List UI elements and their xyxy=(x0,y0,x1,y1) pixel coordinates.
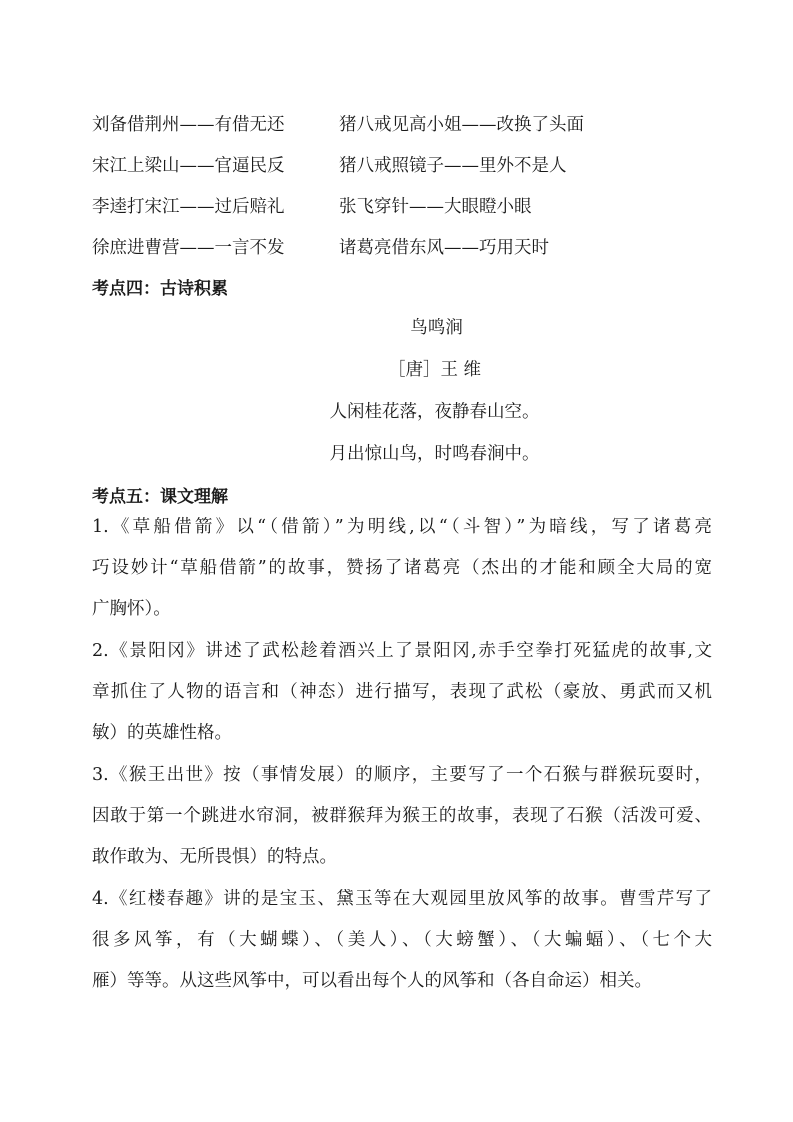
idiom-row xyxy=(92,226,652,267)
paragraph-line: 2.《景阳冈》讲述了武松趁着酒兴上了景阳冈,赤手空拳打死猛虎的故事,文 xyxy=(92,641,712,661)
paragraph-line: 广胸怀）。 xyxy=(92,599,171,619)
paragraph-line: 敏）的英雄性格。 xyxy=(92,723,232,743)
paragraph-line: 雁）等等。从这些风筝中，可以看出每个人的风筝和（各自命运）相关。 xyxy=(92,971,652,991)
poem-author: ［唐］王 维 xyxy=(387,360,482,380)
idiom-row xyxy=(92,144,652,185)
idiom-left: 宋江上梁山——官逼民反 xyxy=(92,156,285,176)
idiom-left: 徐庶进曹营——一言不发 xyxy=(92,238,285,258)
idiom-right: 张飞穿针——大眼瞪小眼 xyxy=(339,197,532,217)
comprehension-item-4 xyxy=(92,879,712,1002)
idiom-left: 刘备借荆州——有借无还 xyxy=(92,115,285,135)
comprehension-item-1 xyxy=(92,507,712,630)
paragraph-line: 4.《红楼春趣》讲的是宝玉、黛玉等在大观园里放风筝的故事。曹雪芹写了 xyxy=(92,889,712,909)
paragraph-line: 敢作敢为、无所畏惧）的特点。 xyxy=(92,847,337,867)
comprehension-item-3 xyxy=(92,755,712,878)
poem-title: 鸟鸣涧 xyxy=(410,318,463,338)
idiom-row xyxy=(92,103,652,144)
idiom-right: 诸葛亮借东风——巧用天时 xyxy=(339,238,549,258)
section-heading-comprehension: 考点五：课文理解 xyxy=(92,487,228,507)
paragraph-line: 3.《猴王出世》按（事情发展）的顺序，主要写了一个石猴与群猴玩耍时， xyxy=(92,765,712,785)
paragraph-line: 章抓住了人物的语言和（神态）进行描写，表现了武松（豪放、勇武而又机 xyxy=(92,682,712,702)
comprehension-item-2 xyxy=(92,631,712,754)
idiom-list xyxy=(92,103,652,267)
poem-line: 月出惊山鸟，时鸣春涧中。 xyxy=(329,444,540,464)
poem-line: 人闲桂花落，夜静春山空。 xyxy=(329,402,540,422)
idiom-right: 猪八戒照镜子——里外不是人 xyxy=(339,156,567,176)
paragraph-line: 很多风筝，有（大蝴蝶）、（美人）、（大螃蟹）、（大蝙蝠）、（七个大 xyxy=(92,930,712,950)
idiom-left: 李逵打宋江——过后赔礼 xyxy=(92,197,285,217)
paragraph-line: 因敢于第一个跳进水帘洞，被群猴拜为猴王的故事，表现了石猴（活泼可爱、 xyxy=(92,806,712,826)
paragraph-line: 巧设妙计“草船借箭”的故事，赞扬了诸葛亮（杰出的才能和顾全大局的宽 xyxy=(92,558,712,578)
idiom-right: 猪八戒见高小姐——改换了头面 xyxy=(339,115,584,135)
paragraph-line: 1.《草船借箭》以“（借箭）”为明线,以“（斗智）”为暗线，写了诸葛亮 xyxy=(92,517,712,537)
idiom-row xyxy=(92,185,652,226)
section-heading-poetry: 考点四：古诗积累 xyxy=(92,279,228,299)
